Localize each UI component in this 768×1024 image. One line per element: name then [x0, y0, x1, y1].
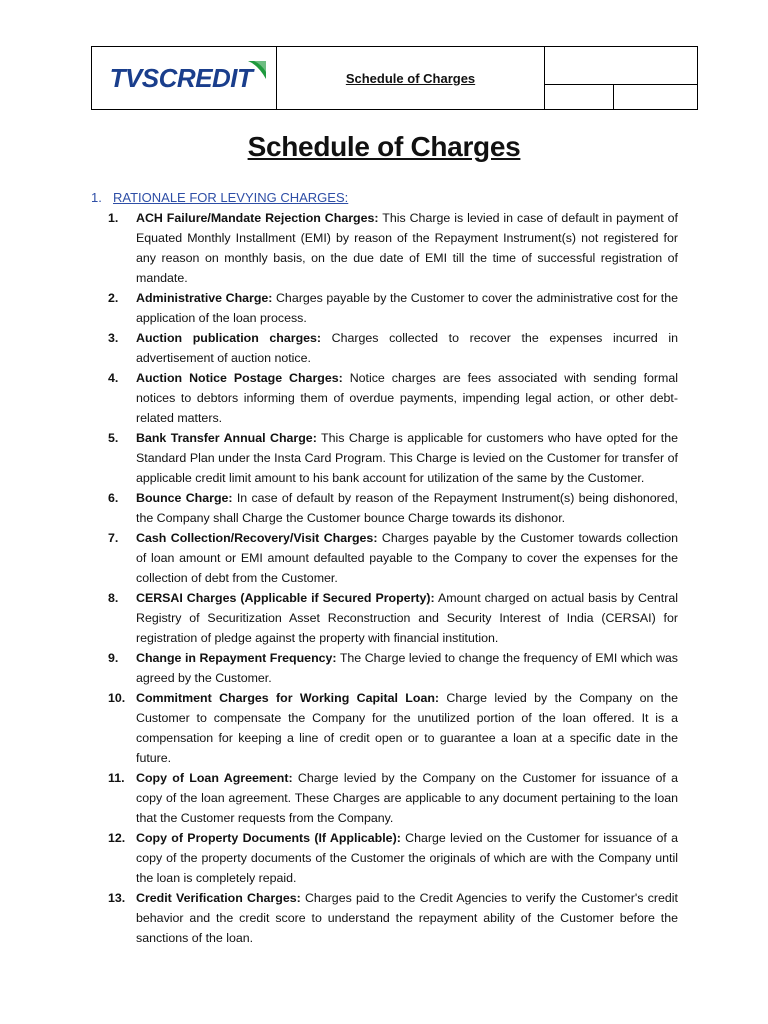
list-item-number: 13.: [108, 891, 126, 905]
list-item-body: [136, 828, 678, 888]
list-item-term: Copy of Property Documents (If Applicable):: [136, 831, 401, 845]
list-item-body: [136, 368, 678, 428]
list-item: [108, 588, 678, 648]
header-title: Schedule of Charges: [277, 47, 545, 109]
list-item-body: [136, 528, 678, 588]
list-item: [108, 888, 678, 948]
list-item-description: Charge levied on the Customer for issuance of a copy of the property documents of the Customer the originals of which are with the Company until the loan is completely repaid.: [136, 831, 678, 885]
list-item-number: 2.: [108, 291, 119, 305]
list-item-term: ACH Failure/Mandate Rejection Charges:: [136, 211, 379, 225]
list-item-description: The Charge levied to change the frequency of EMI which was agreed by the Customer.: [136, 651, 678, 685]
list-item-number: 8.: [108, 591, 119, 605]
list-item: [108, 688, 678, 768]
header-meta-bottom: [545, 85, 697, 109]
header-meta-cell: [545, 47, 697, 109]
list-item: [108, 208, 678, 288]
header-meta-cell-1: [545, 85, 614, 109]
list-item-term: CERSAI Charges (Applicable if Secured Property):: [136, 591, 435, 605]
list-item: [108, 488, 678, 528]
list-item-description: Charges payable by the Customer towards collection of loan amount or EMI amount defaulted payable to the Company to cover the expenses for the collection of debt from the Customer.: [136, 531, 678, 585]
logo-leaf-icon: [246, 59, 268, 81]
list-item-description: This Charge is applicable for customers who have opted for the Standard Plan under the Insta Card Program. This Charge is levied on the Customer for transfer of applicable credit limit amount to his bank account for utilization of the same by the Customer.: [136, 431, 678, 485]
list-item-number: 3.: [108, 331, 119, 345]
list-item-term: Credit Verification Charges:: [136, 891, 301, 905]
document-title: Schedule of Charges: [247, 131, 521, 162]
list-item-description: Charge levied by the Company on the Customer for issuance of a copy of the loan agreement. These Charges are applicable to any document pertaining to the loan that the Customer requests from the Company.: [136, 771, 678, 825]
list-item: [108, 768, 678, 828]
list-item-number: 12.: [108, 831, 126, 845]
list-item-term: Cash Collection/Recovery/Visit Charges:: [136, 531, 378, 545]
list-item-description: Notice charges are fees associated with sending formal notices to debtors informing them of overdue payments, impending legal action, or other debt-related matters.: [136, 371, 679, 425]
header-table: [91, 46, 698, 110]
list-item-term: Auction publication charges:: [136, 331, 322, 345]
list-item-body: [136, 288, 678, 328]
section-number: 1.: [91, 190, 102, 205]
list-item-number: 9.: [108, 651, 119, 665]
logo-cell: [92, 47, 277, 109]
list-item: [108, 828, 678, 888]
list-item-description: Charges paid to the Credit Agencies to verify the Customer's credit behavior and the credit score to understand the repayment ability of the Customer before the sanctions of the loan.: [136, 891, 678, 945]
list-item-number: 10.: [108, 691, 126, 705]
section-heading: [91, 190, 348, 205]
list-item-body: [136, 768, 678, 828]
list-item-description: Charges payable by the Customer to cover the administrative cost for the application of the loan process.: [136, 291, 678, 325]
list-item: [108, 648, 678, 688]
list-item-body: [136, 488, 678, 528]
list-item-body: [136, 208, 678, 288]
list-item-term: Copy of Loan Agreement:: [136, 771, 293, 785]
list-item-term: Administrative Charge:: [136, 291, 273, 305]
list-item: [108, 528, 678, 588]
list-item-term: Bounce Charge:: [136, 491, 233, 505]
charges-list: [108, 208, 678, 948]
list-item-description: In case of default by reason of the Repayment Instrument(s) being dishonored, the Company shall Charge the Customer bounce Charge towards its dishonor.: [136, 491, 678, 525]
header-meta-top: [545, 47, 697, 85]
list-item: [108, 368, 678, 428]
list-item: [108, 288, 678, 328]
list-item-body: [136, 648, 678, 688]
list-item-number: 7.: [108, 531, 119, 545]
list-item-term: Bank Transfer Annual Charge:: [136, 431, 317, 445]
list-item-term: Auction Notice Postage Charges:: [136, 371, 343, 385]
logo-text-credit: CREDIT: [158, 62, 253, 93]
list-item-body: [136, 328, 678, 368]
header-meta-cell-2: [614, 85, 697, 109]
list-item-description: This Charge is levied in case of default in payment of Equated Monthly Installment (EMI) by reason of the Repayment Instrument(s) not registered for any reason on monthly basis, on the due date of EMI till the time of successful registration of mandate.: [136, 211, 678, 285]
logo-text-tvs: TVS: [109, 62, 159, 93]
list-item-number: 11.: [108, 771, 125, 785]
list-item-term: Change in Repayment Frequency:: [136, 651, 337, 665]
list-item-number: 5.: [108, 431, 119, 445]
list-item-term: Commitment Charges for Working Capital Loan:: [136, 691, 440, 705]
list-item-number: 6.: [108, 491, 119, 505]
list-item: [108, 328, 678, 368]
list-item-number: 4.: [108, 371, 119, 385]
list-item-body: [136, 688, 678, 768]
list-item-body: [136, 588, 678, 648]
tvs-credit-logo: [110, 63, 253, 94]
list-item-description: Charge levied by the Company on the Customer to compensate the Company for the unutilized portion of the loan offered. It is a compensation for keeping a line of credit open or to guarantee a loan at a specific date in the future.: [136, 691, 678, 765]
list-item: [108, 428, 678, 488]
list-item-number: 1.: [108, 211, 119, 225]
list-item-body: [136, 428, 678, 488]
list-item-description: Amount charged on actual basis by Central Registry of Securitization Asset Reconstruction and Security Interest of India (CERSAI) for registration of pledge against the property with financial institution.: [136, 591, 679, 645]
list-item-description: Charges collected to recover the expenses incurred in advertisement of auction notice.: [136, 331, 678, 365]
section-heading-text: RATIONALE FOR LEVYING CHARGES:: [113, 190, 349, 205]
list-item-body: [136, 888, 678, 948]
